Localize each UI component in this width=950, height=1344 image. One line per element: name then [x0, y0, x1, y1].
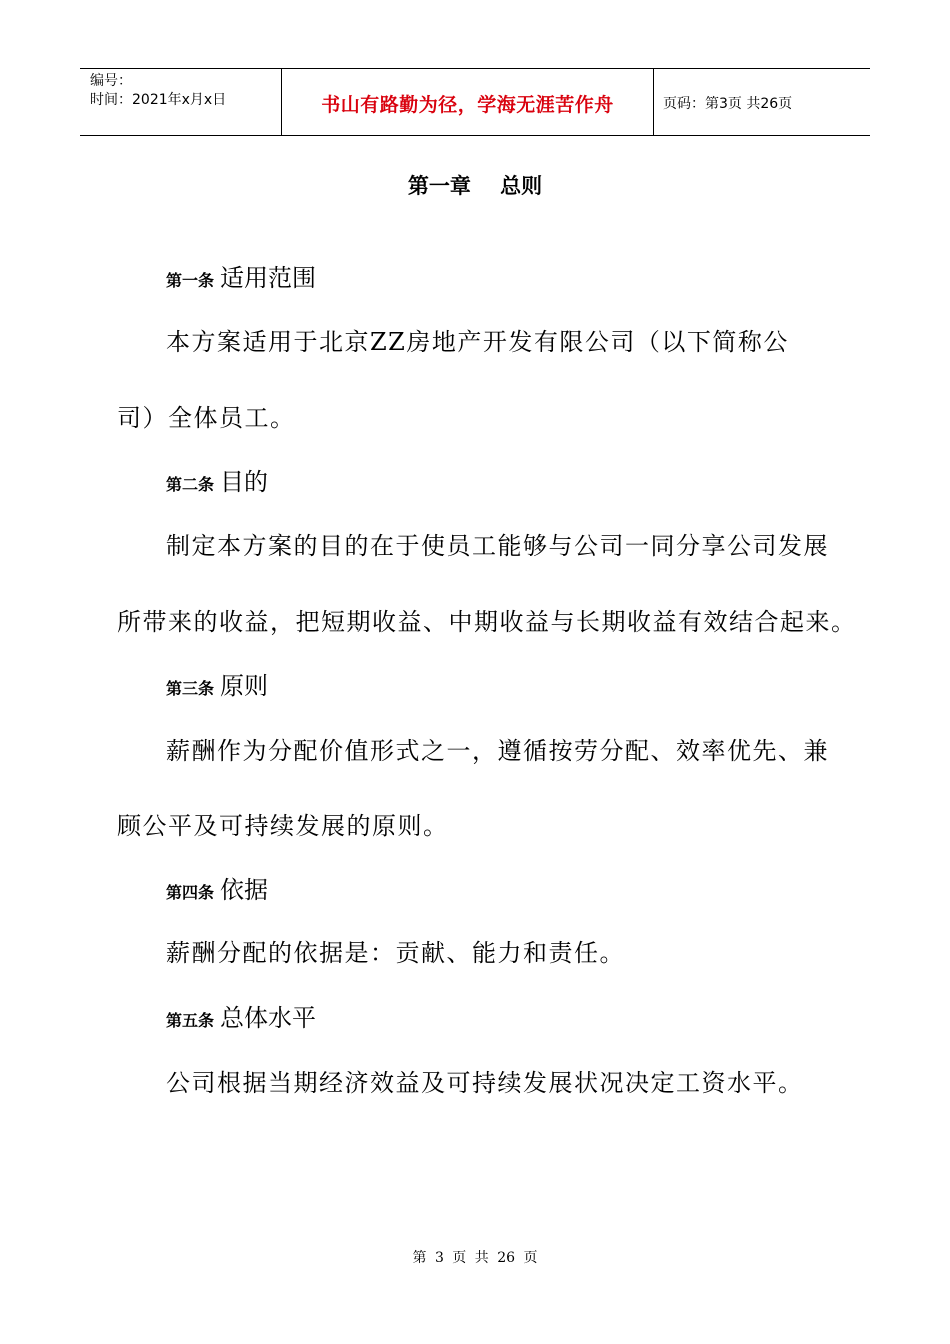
paragraph-line: 公司根据当期经济效益及可持续发展状况决定工资水平。: [166, 1069, 804, 1097]
article-number: 第四条: [166, 883, 215, 902]
article-heading: [166, 258, 316, 293]
article-title: 总体水平: [220, 1004, 317, 1032]
paragraph-line: 顾公平及可持续发展的原则。: [117, 812, 449, 840]
article-number: 第三条: [166, 679, 215, 698]
paragraph-line: 薪酬作为分配价值形式之一，遵循按劳分配、效率优先、兼: [166, 737, 829, 765]
article-heading: [166, 462, 268, 497]
article-title: 原则: [220, 672, 269, 700]
article-title: 目的: [220, 468, 269, 496]
header-meta-cell: [80, 69, 282, 135]
paragraph-line: 薪酬分配的依据是：贡献、能力和责任。: [166, 939, 625, 967]
header-page-info: 页码：第3页 共26页: [663, 96, 793, 112]
paragraph-line: 司）全体员工。: [117, 404, 296, 432]
article-number: 第二条: [166, 475, 215, 494]
article-title: 适用范围: [220, 264, 317, 292]
article-number: 第一条: [166, 271, 215, 290]
chapter-title: 第一章 总则: [407, 174, 543, 198]
article-heading: [166, 870, 268, 905]
article-title: 依据: [220, 876, 269, 904]
paragraph-line: 制定本方案的目的在于使员工能够与公司一同分享公司发展: [166, 532, 829, 560]
page-header: [80, 68, 870, 136]
document-number-label: 编号：: [90, 73, 132, 89]
paragraph-line: 所带来的收益，把短期收益、中期收益与长期收益有效结合起来。: [117, 608, 857, 636]
article-heading: [166, 998, 316, 1033]
article-number: 第五条: [166, 1011, 215, 1030]
page-footer: 第 3 页 共 26 页: [412, 1250, 538, 1266]
document-date-label: 时间：2021年x月x日: [90, 92, 227, 108]
header-motto: 书山有路勤为径，学海无涯苦作舟: [282, 69, 654, 135]
paragraph-line: 本方案适用于北京ZZ房地产开发有限公司（以下简称公: [166, 328, 789, 356]
article-heading: [166, 666, 268, 701]
